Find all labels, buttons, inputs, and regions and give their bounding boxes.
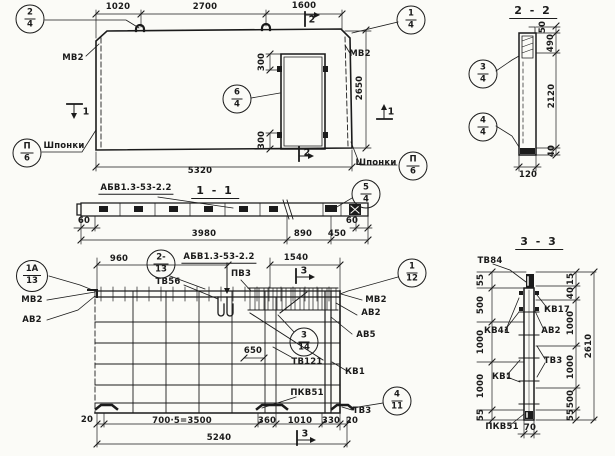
dim-40: 40: [546, 144, 557, 158]
dim-1000-right-1: 1000: [565, 310, 576, 336]
section-mark-3-top: 3: [300, 265, 308, 277]
dim-1540: 1540: [283, 252, 309, 263]
callout-2-13: [147, 250, 176, 279]
dim-55-bottom-left: 55: [475, 408, 486, 422]
callout-number: 2-: [153, 253, 168, 264]
rebar-label-kv17: КВ17: [543, 304, 571, 315]
dim-2610: 2610: [583, 333, 594, 359]
callout-1-4: [397, 6, 426, 35]
callout-p-6-left: [13, 139, 42, 168]
section-mark-3-bottom: 3: [301, 428, 309, 440]
callout-sheet: 6: [410, 166, 416, 176]
rebar-label-av2-s33: АВ2: [541, 325, 561, 336]
panel-mark-label: АБВ1.3-53-2.2: [100, 182, 172, 193]
rebar-label-kv1: КВ1: [345, 366, 365, 377]
rebar-label-mv2-left: МВ2: [62, 52, 84, 63]
dim-450: 450: [327, 228, 347, 239]
dim-700x5: 700·5=3500: [152, 415, 212, 426]
section-3-3-lines: [477, 264, 597, 438]
dim-60-right: 60: [345, 215, 359, 226]
section-mark-2-top: 2: [308, 14, 316, 26]
callout-sheet: 4: [480, 127, 486, 137]
dim-1000-left-1: 1000: [475, 329, 486, 355]
dim-650: 650: [243, 345, 263, 356]
rebar-label-pv3: ПВ3: [230, 268, 252, 279]
callout-number: П: [20, 142, 33, 153]
callout-number: 1А: [23, 265, 42, 276]
dim-70: 70: [523, 422, 537, 433]
dim-1000-right-2: 1000: [565, 354, 576, 380]
callout-p-6-right: [399, 152, 428, 181]
callout-sheet: 4: [408, 20, 414, 30]
dim-40-s33: 40: [565, 286, 576, 300]
callout-sheet: 13: [26, 276, 38, 286]
rebar-label-av5: АВ5: [356, 329, 376, 340]
callout-3-4: [469, 60, 498, 89]
section-3-3-title: 3 - 3: [515, 236, 563, 250]
rebar-label-tv84: ТВ84: [477, 255, 503, 266]
dim-55-top-left: 55: [475, 273, 486, 287]
dim-2120: 2120: [546, 83, 557, 109]
panel-mark-label-rplan: АБВ1.3-53-2.2: [183, 251, 255, 262]
callout-sheet: 6: [24, 153, 30, 163]
dim-1010: 1010: [287, 415, 313, 426]
dim-120: 120: [518, 169, 538, 180]
rebar-label-pkv51-s33: ПКВ51: [485, 421, 519, 432]
callout-sheet: 4: [480, 74, 486, 84]
callout-number: 2: [24, 8, 36, 19]
rebar-label-mv2-left: МВ2: [21, 294, 43, 305]
callout-1a-13: [16, 260, 48, 292]
rebar-label-av2-left: АВ2: [22, 314, 42, 325]
rebar-label-kv1-s33: КВ1: [492, 371, 512, 382]
dim-15: 15: [565, 272, 576, 286]
callout-6-4: [223, 85, 252, 114]
callout-number: 6: [231, 88, 243, 99]
callout-sheet: 11: [391, 401, 403, 411]
callout-4-4: [469, 113, 498, 142]
callout-sheet: 4: [27, 19, 33, 29]
dim-1020: 1020: [105, 1, 131, 12]
plan-view-lines: [42, 10, 398, 171]
dim-20-left: 20: [80, 414, 94, 425]
callout-number: П: [406, 155, 419, 166]
callout-number: 1: [406, 262, 418, 273]
rebar-label-tv3-s33: ТВ3: [543, 355, 563, 366]
dim-5320: 5320: [187, 165, 213, 176]
dim-1600: 1600: [291, 0, 317, 11]
dim-2650: 2650: [354, 75, 365, 101]
dim-500-left: 500: [475, 295, 486, 315]
dim-960: 960: [109, 253, 129, 264]
callout-number: 3: [477, 63, 489, 74]
section-2-2-title: 2 - 2: [509, 5, 557, 19]
section-mark-1-right: 1: [387, 106, 395, 118]
dim-2700: 2700: [192, 1, 218, 12]
dim-300-bottom: 300: [256, 130, 267, 150]
callout-3-14: [290, 328, 319, 357]
callout-number: 4: [477, 116, 489, 127]
rebar-label-mv2-right: МВ2: [349, 48, 371, 59]
dim-55-bottom-right: 55: [565, 408, 576, 422]
rebar-label-tv121: ТВ121: [291, 356, 323, 367]
callout-sheet: 12: [406, 273, 418, 283]
callout-sheet: 14: [298, 342, 310, 352]
dim-360: 360: [257, 415, 277, 426]
dim-300-top: 300: [256, 52, 267, 72]
section-1-1-title: 1 - 1: [191, 185, 239, 199]
callout-sheet: 4: [363, 194, 369, 204]
callout-sheet: 4: [234, 99, 240, 109]
callout-number: 1: [405, 9, 417, 20]
callout-2-4: [16, 5, 45, 34]
callout-1-12: [398, 259, 427, 288]
section-mark-2-bottom: 2: [303, 147, 311, 159]
callout-4-11: [383, 387, 412, 416]
rebar-label-pkv51: ПКВ51: [290, 387, 324, 398]
callout-number: 5: [360, 183, 372, 194]
dim-20-right: 20: [345, 415, 359, 426]
rebar-label-av2-right: АВ2: [361, 307, 381, 318]
dim-60-left: 60: [77, 215, 91, 226]
dim-500-right: 500: [565, 389, 576, 409]
callout-number: 3: [298, 331, 310, 342]
dim-890: 890: [293, 228, 313, 239]
dim-1000-left-2: 1000: [475, 373, 486, 399]
rebar-label-tv3: ТВ3: [352, 405, 372, 416]
shponki-label-left: Шпонки: [43, 140, 85, 151]
rebar-label-kv41: КВ41: [483, 325, 511, 336]
callout-5-4: [352, 180, 381, 209]
dim-50: 50: [537, 20, 548, 34]
dim-330: 330: [321, 415, 341, 426]
callout-sheet: 13: [155, 264, 167, 274]
shponki-label-right: Шпонки: [355, 157, 397, 168]
dim-5240: 5240: [206, 432, 232, 443]
rebar-label-mv2-right: МВ2: [365, 294, 387, 305]
callout-number: 4: [391, 390, 403, 401]
rebar-label-tv56: ТВ56: [155, 276, 181, 287]
dim-490: 490: [545, 33, 556, 53]
section-mark-1-left: 1: [82, 106, 90, 118]
dim-3980: 3980: [191, 228, 217, 239]
